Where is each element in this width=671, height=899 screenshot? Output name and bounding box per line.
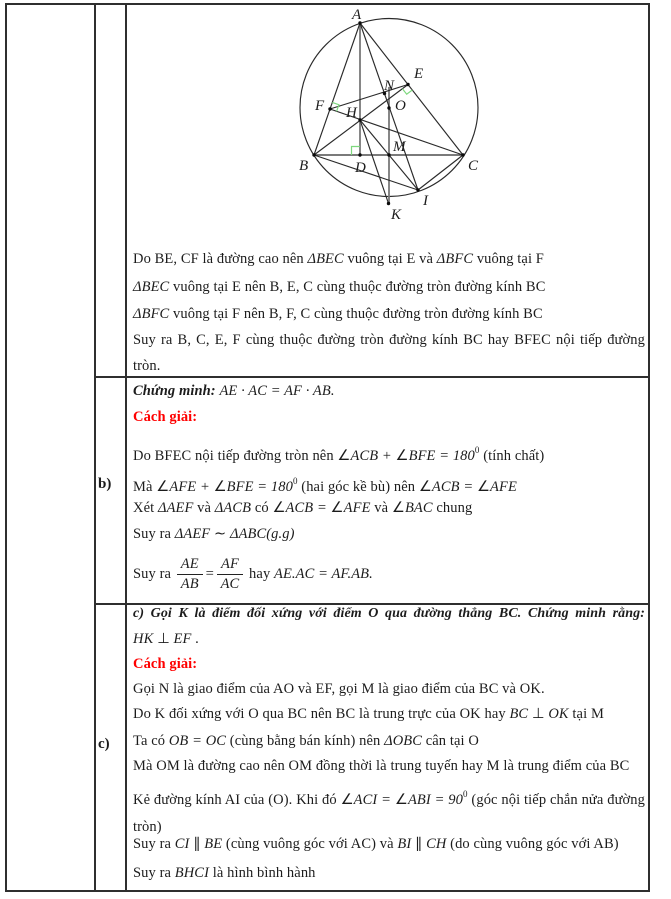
text-run: (góc nội tiếp chắn nửa đường tròn) (133, 792, 645, 835)
denominator: AB (180, 576, 199, 593)
math-run: ∠ACB = ∠AFE (272, 500, 371, 516)
text-run: vuông tại E nên B, E, C cùng thuộc đường tròn đường kính BC (169, 279, 546, 295)
text-run: Mà OM là đường cao nên OM đồng thời là trung tuyến hay M là trung điểm của BC (133, 758, 630, 774)
para-b4 (133, 521, 645, 547)
math-run: OB = OC (168, 733, 227, 749)
para-b5 (133, 552, 645, 596)
text-run: Do BFEC nội tiếp đường tròn nên (133, 448, 338, 464)
para-c4 (133, 753, 645, 779)
point-F (328, 107, 331, 110)
row-label-c: c) (98, 736, 110, 752)
text-run: vuông tại F nên B, F, C cùng thuộc đường tròn đường kính BC (169, 306, 543, 322)
para-b-heading (133, 378, 645, 404)
point-H (358, 118, 361, 121)
math-run: ΔAEF (157, 500, 194, 516)
math-run: BHCI (174, 865, 210, 881)
math-run: HK ⊥ EF (133, 631, 192, 647)
superscript: 0 (463, 789, 468, 799)
denominator: AC (220, 576, 240, 593)
para-c1 (133, 676, 645, 702)
point-label-I: I (423, 193, 428, 209)
text-run: (hai góc kề bù) nên (297, 479, 419, 495)
row-label-b: b) (98, 476, 112, 492)
text-run: Gọi N là giao điểm của AO và EF, gọi M là giao điểm của BC và OK. (133, 681, 545, 697)
point-D (358, 153, 361, 156)
column-divider-left (94, 3, 96, 892)
para-b3 (133, 495, 645, 521)
claim-label: Chứng minh: (133, 383, 220, 399)
math-run: AE · AC = AF · AB. (219, 383, 335, 399)
numerator: AE (177, 556, 203, 575)
point-label-B: B (299, 158, 309, 174)
point-K (387, 202, 390, 205)
math-run: ΔBEC (307, 251, 344, 267)
point-I (416, 188, 419, 191)
math-run: = (204, 566, 215, 582)
math-run: ΔACB (214, 500, 252, 516)
edge-AB (314, 23, 360, 155)
point-label-A: A (352, 7, 362, 23)
para-c7 (133, 860, 645, 886)
text-run: Do K đối xứng với O qua BC nên BC là trung trực của OK hay (133, 706, 510, 722)
math-run: BI ∥ CH (397, 836, 447, 852)
point-label-N: N (384, 78, 395, 94)
point-label-K: K (391, 207, 402, 223)
text-run: (do cùng vuông góc với AB) (446, 836, 619, 852)
point-label-O: O (395, 98, 406, 114)
point-O (387, 106, 390, 109)
text-run: Ta có (133, 733, 169, 749)
para-b1 (133, 437, 645, 469)
para-a3 (133, 301, 645, 327)
math-run: ΔBFC (436, 251, 474, 267)
para-a4 (133, 327, 645, 379)
math-run: ΔBFC (133, 306, 170, 322)
math-run: AE.AC = AF.AB. (274, 566, 373, 582)
text-run: Suy ra B, C, E, F cùng thuộc đường tròn đường kính BC hay BFEC nội tiếp đường tròn. (133, 332, 645, 374)
math-run: ∠ACB = ∠AFE (418, 479, 517, 495)
text-run: (cùng bằng bán kính) nên (226, 733, 385, 749)
text-run: vuông tại E và (343, 251, 437, 267)
text-run: (cùng vuông góc với AC) và (222, 836, 398, 852)
math-run: ∠BAC (391, 500, 433, 516)
edge-AC (360, 23, 463, 155)
point-label-D: D (355, 160, 366, 176)
point-label-F: F (315, 98, 325, 114)
point-B (312, 153, 315, 156)
text-run: Do BE, CF là đường cao nên (133, 251, 308, 267)
numerator: AF (217, 556, 244, 575)
point-label-C: C (468, 158, 479, 174)
text-run: Suy ra (133, 865, 175, 881)
text-run: cân tại O (422, 733, 479, 749)
superscript: 0 (292, 476, 298, 486)
superscript: 0 (474, 445, 480, 455)
para-c-heading: c) Gọi K là điểm đối xứng với điểm O qua đường thẳng BC. Chứng minh rằng: (133, 606, 645, 621)
point-label-H: H (346, 105, 357, 121)
edge-CI (418, 155, 463, 190)
para-a2 (133, 274, 645, 300)
para-c-heading2 (133, 626, 645, 652)
text-run: Suy ra (133, 526, 175, 542)
math-run: ∠AFE + ∠BFE = 180 (156, 479, 293, 495)
math-run: CI ∥ BE (174, 836, 223, 852)
solution-label-b: Cách giải: (133, 409, 198, 425)
para-c6 (133, 831, 645, 857)
text-run: (tính chất) (479, 448, 545, 464)
para-c3 (133, 728, 645, 754)
column-divider-label (125, 3, 127, 892)
fraction (177, 556, 203, 593)
text-run: Xét (133, 500, 158, 516)
text-run: hay (245, 566, 275, 582)
math-run: ∠ACB + ∠BFE = 180 (337, 448, 475, 464)
text-run: tại M (568, 706, 604, 722)
fraction (217, 556, 244, 593)
edge-BI (314, 155, 418, 190)
math-run: ∠ACI = ∠ABI = 90 (340, 792, 463, 808)
text-run: và (193, 500, 215, 516)
point-label-E: E (414, 66, 424, 82)
text-run: Mà (133, 479, 157, 495)
point-C (461, 153, 464, 156)
text-run: có (251, 500, 273, 516)
right-angle-mark (402, 89, 412, 95)
para-a1 (133, 246, 645, 272)
text-run: . (191, 631, 199, 647)
para-c2 (133, 701, 645, 727)
right-angle-mark (352, 147, 361, 156)
math-run: ΔAEF ∼ ΔABC(g.g) (174, 526, 295, 542)
geometry-diagram (270, 0, 510, 232)
math-run: ΔBEC (133, 279, 170, 295)
text-run: và (370, 500, 392, 516)
text-run: Kẻ đường kính AI của (O). Khi đó (133, 792, 341, 808)
text-run: vuông tại F (473, 251, 544, 267)
math-run: ΔOBC (384, 733, 422, 749)
solution-label-c: Cách giải: (133, 656, 198, 672)
math-run: BC ⊥ OK (509, 706, 569, 722)
text-run: là hình bình hành (209, 865, 316, 881)
point-E (406, 83, 409, 86)
text-run: Suy ra (133, 836, 175, 852)
text-run: chung (432, 500, 473, 516)
point-M (387, 153, 390, 156)
point-label-M: M (393, 139, 406, 155)
text-run: Suy ra (133, 566, 175, 582)
